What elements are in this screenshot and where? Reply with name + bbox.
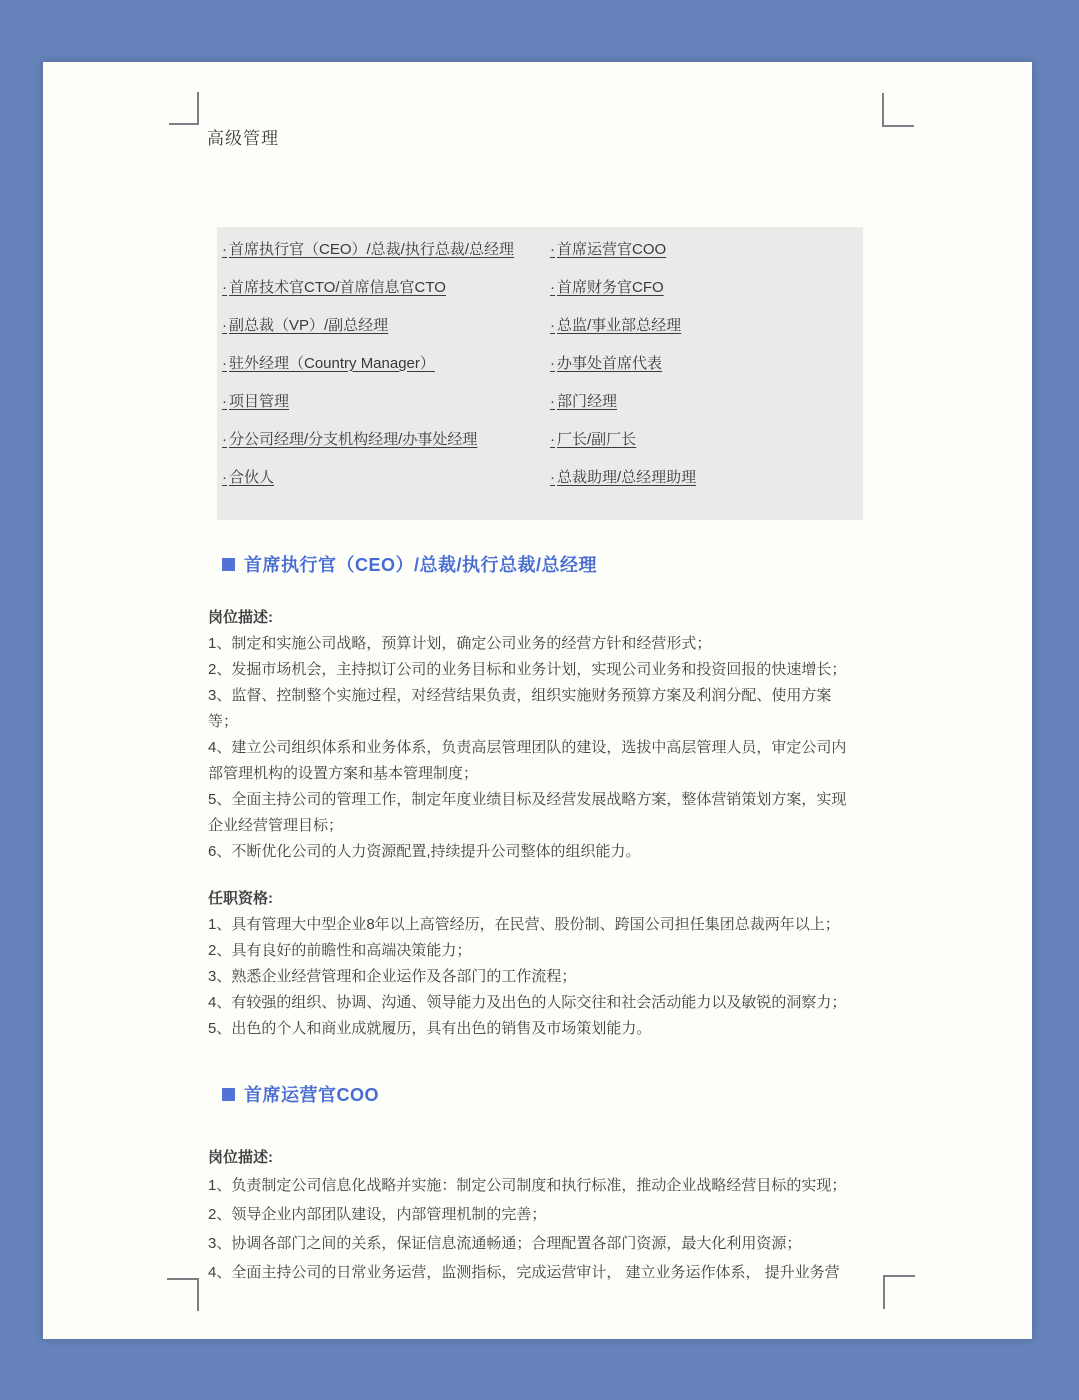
job-category-label: 总监/事业部总经理 <box>557 316 682 334</box>
qualification-line: 5、出色的个人和商业成就履历，具有出色的销售及市场策划能力。 <box>208 1020 652 1037</box>
description-line: 3、协调各部门之间的关系，保证信息流通畅通；合理配置各部门资源，最大化利用资源； <box>208 1235 802 1252</box>
job-category-link-coo[interactable] <box>550 238 863 259</box>
description-line: 企业经营管理目标； <box>208 817 344 834</box>
bullet-icon: · <box>222 316 227 334</box>
qualification-line: 1、具有管理大中型企业8年以上高管经历，在民营、股份制、跨国公司担任集团总裁两年以上； <box>208 916 840 933</box>
job-category-row <box>217 343 863 381</box>
job-category-link-department-manager[interactable] <box>550 390 863 411</box>
job-category-link-cfo[interactable] <box>550 276 863 297</box>
job-category-label: 首席财务官CFO <box>557 278 664 296</box>
job-category-link-branch-manager[interactable] <box>222 428 550 449</box>
description-line: 4、建立公司组织体系和业务体系，负责高层管理团队的建设，选拔中高层管理人员，审定公司内 <box>208 739 847 756</box>
job-description-text <box>208 1171 868 1287</box>
job-category-label: 合伙人 <box>229 468 275 486</box>
job-category-row <box>217 457 863 495</box>
description-line: 部管理机构的设置方案和基本管理制度； <box>208 765 479 782</box>
section-bullet-square-icon <box>222 558 235 571</box>
job-description-text <box>208 631 868 865</box>
job-category-label: 首席运营官COO <box>557 240 667 258</box>
bullet-icon: · <box>550 468 555 486</box>
job-category-label: 部门经理 <box>557 392 618 410</box>
qualifications-text <box>208 912 868 1042</box>
bullet-icon: · <box>550 354 555 372</box>
bullet-icon: · <box>550 278 555 296</box>
bullet-icon: · <box>222 240 227 258</box>
bullet-icon: · <box>222 354 227 372</box>
margin-crop-mark-top-right-icon <box>882 93 914 127</box>
qualification-line: 3、熟悉企业经营管理和企业运作及各部门的工作流程； <box>208 968 577 985</box>
job-category-label: 厂长/副厂长 <box>557 430 637 448</box>
bullet-icon: · <box>222 392 227 410</box>
description-line: 等； <box>208 713 239 730</box>
job-category-label: 项目管理 <box>229 392 290 410</box>
job-category-row <box>217 305 863 343</box>
job-category-link-president-assistant[interactable] <box>550 466 863 487</box>
bullet-icon: · <box>222 278 227 296</box>
section-heading-ceo <box>222 551 597 577</box>
description-line: 3、监督、控制整个实施过程，对经营结果负责，组织实施财务预算方案及利润分配、使用方案 <box>208 687 832 704</box>
job-category-link-factory-director[interactable] <box>550 428 863 449</box>
job-category-link-partner[interactable] <box>222 466 550 487</box>
job-category-label: 首席执行官（CEO）/总裁/执行总裁/总经理 <box>229 240 515 258</box>
job-category-label: 分公司经理/分支机构经理/办事处经理 <box>229 430 478 448</box>
margin-crop-mark-bottom-right-icon <box>883 1275 915 1309</box>
bullet-icon: · <box>222 430 227 448</box>
job-category-link-director[interactable] <box>550 314 863 335</box>
job-category-link-ceo[interactable] <box>222 238 550 259</box>
job-category-row <box>217 419 863 457</box>
page-title: 高级管理 <box>207 129 279 148</box>
description-line: 6、不断优化公司的人力资源配置,持续提升公司整体的组织能力。 <box>208 843 641 860</box>
job-category-link-country-manager[interactable] <box>222 352 550 373</box>
job-category-row <box>217 381 863 419</box>
job-category-label: 驻外经理（Country Manager） <box>229 354 435 372</box>
section-title: 首席执行官（CEO）/总裁/执行总裁/总经理 <box>244 555 598 575</box>
job-categories-box <box>217 227 863 520</box>
section-heading-coo <box>222 1081 379 1107</box>
description-line: 5、全面主持公司的管理工作，制定年度业绩目标及经营发展战略方案，整体营销策划方案，实现 <box>208 791 847 808</box>
qualification-line: 2、具有良好的前瞻性和高端决策能力； <box>208 942 472 959</box>
description-line: 4、全面主持公司的日常业务运营，监测指标，完成运营审计， 建立业务运作体系， 提升业务营 <box>208 1264 840 1281</box>
qualifications-label: 任职资格: <box>208 890 273 907</box>
description-line: 1、制定和实施公司战略，预算计划，确定公司业务的经营方针和经营形式； <box>208 635 712 652</box>
description-line: 2、发掘市场机会，主持拟订公司的业务目标和业务计划，实现公司业务和投资回报的快速增长； <box>208 661 847 678</box>
job-category-link-cto[interactable] <box>222 276 550 297</box>
job-category-label: 副总裁（VP）/副总经理 <box>229 316 389 334</box>
margin-crop-mark-top-left-icon <box>169 92 199 125</box>
bullet-icon: · <box>550 430 555 448</box>
section-bullet-square-icon <box>222 1088 235 1101</box>
job-category-row <box>217 267 863 305</box>
bullet-icon: · <box>550 316 555 334</box>
job-category-link-chief-representative[interactable] <box>550 352 863 373</box>
bullet-icon: · <box>550 392 555 410</box>
margin-crop-mark-bottom-left-icon <box>167 1278 199 1311</box>
job-description-label: 岗位描述: <box>208 1149 273 1166</box>
document-page <box>43 62 1032 1339</box>
job-category-row <box>217 229 863 267</box>
description-line: 1、负责制定公司信息化战略并实施：制定公司制度和执行标准，推动企业战略经营目标的实现； <box>208 1177 847 1194</box>
job-category-label: 首席技术官CTO/首席信息官CTO <box>229 278 446 296</box>
job-category-label: 办事处首席代表 <box>557 354 663 372</box>
bullet-icon: · <box>550 240 555 258</box>
job-category-link-project-management[interactable] <box>222 390 550 411</box>
job-category-label: 总裁助理/总经理助理 <box>557 468 697 486</box>
job-description-label: 岗位描述: <box>208 609 273 626</box>
description-line: 2、领导企业内部团队建设，内部管理机制的完善； <box>208 1206 547 1223</box>
section-title: 首席运营官COO <box>244 1085 380 1105</box>
qualification-line: 4、有较强的组织、协调、沟通、领导能力及出色的人际交往和社会活动能力以及敏锐的洞察力； <box>208 994 847 1011</box>
job-category-link-vp[interactable] <box>222 314 550 335</box>
bullet-icon: · <box>222 468 227 486</box>
